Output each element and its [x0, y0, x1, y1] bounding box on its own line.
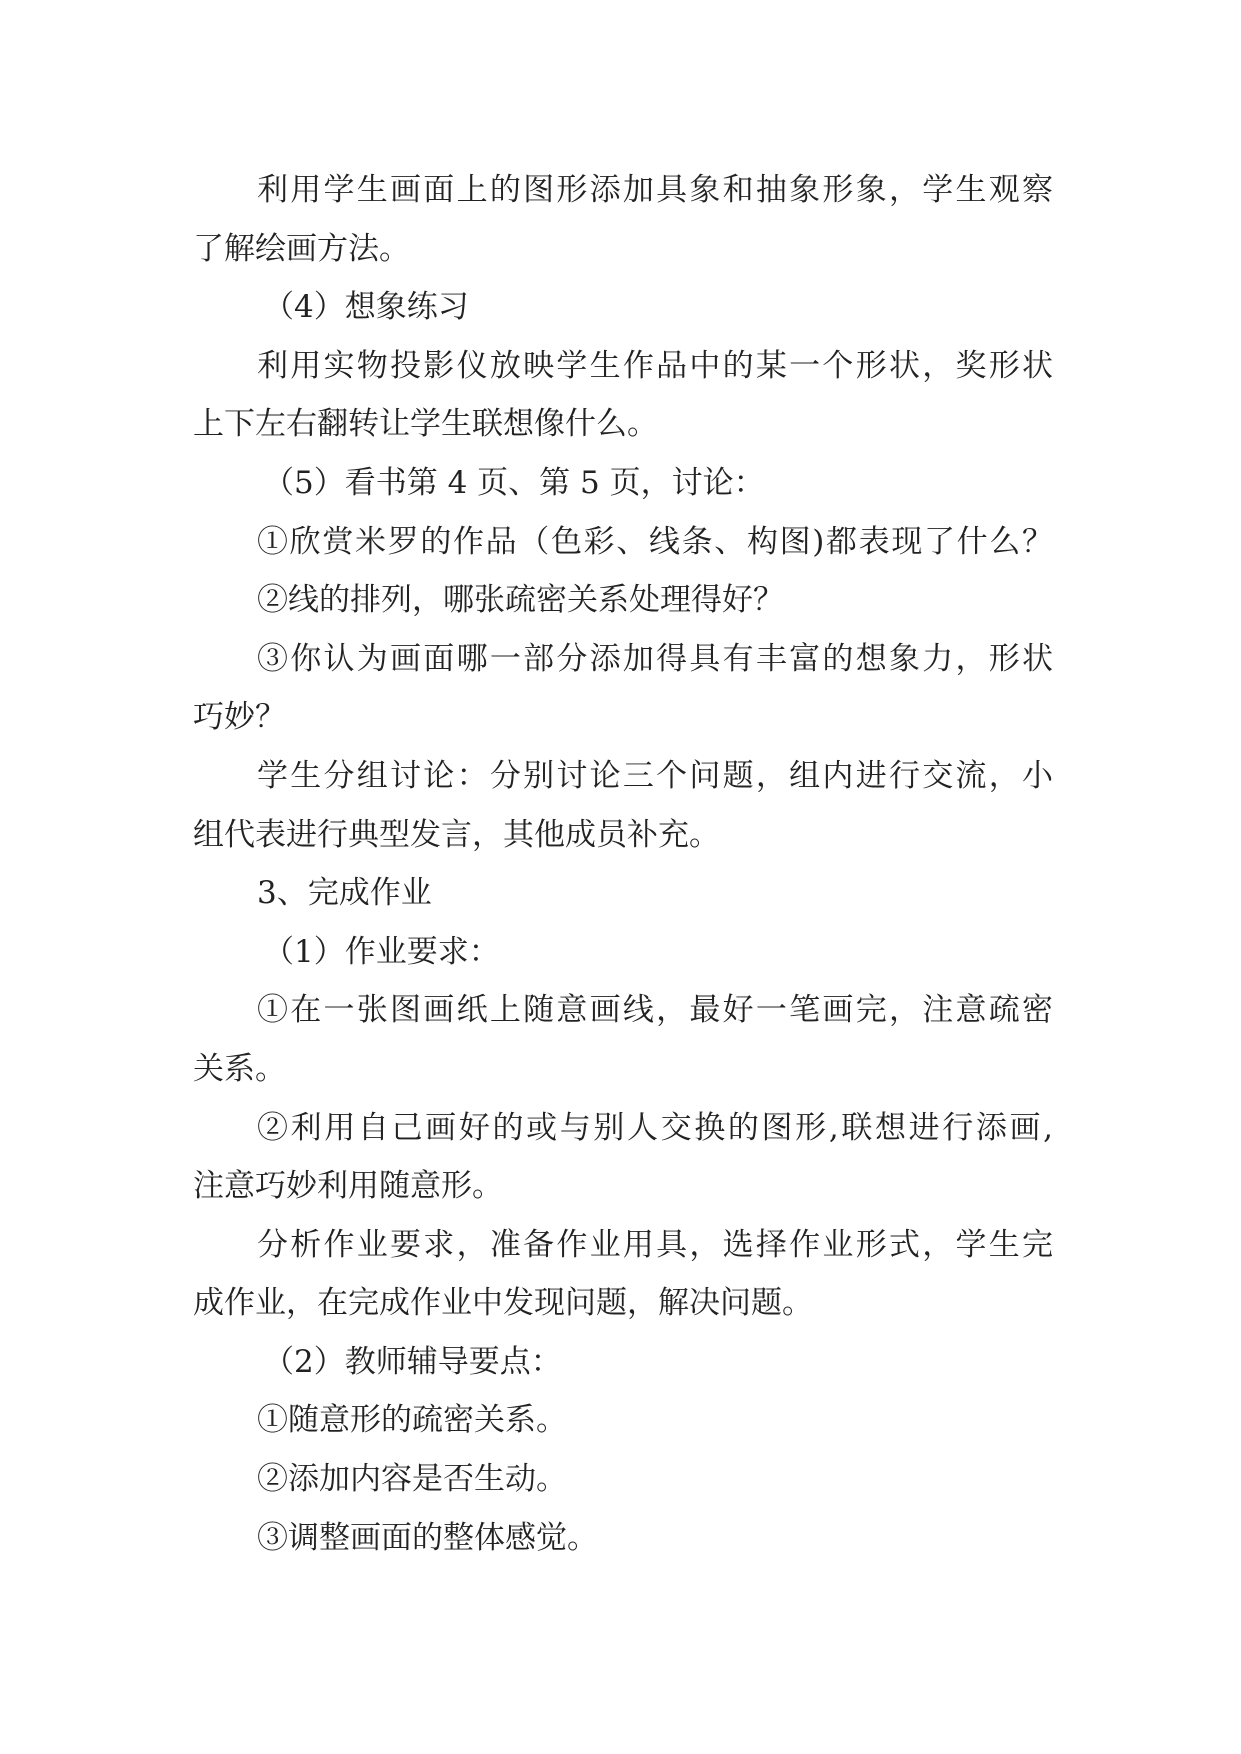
list-item-line: ③调整画面的整体感觉。: [257, 1519, 598, 1556]
list-item-line: ①随意形的疏密关系。: [257, 1402, 567, 1439]
paragraph-line: 了解绘画方法。: [193, 230, 410, 267]
list-item-line: 注意巧妙利用随意形。: [193, 1168, 503, 1205]
paragraph-line: 学生分组讨论：分别讨论三个问题，组内进行交流，小: [257, 757, 1053, 794]
subheading-line: （2）教师辅导要点：: [263, 1343, 562, 1380]
subheading-line: （1）作业要求：: [263, 933, 500, 970]
document-body: [193, 161, 1053, 1567]
paragraph-line: 成作业，在完成作业中发现问题，解决问题。: [193, 1285, 813, 1322]
list-item-line: ①欣赏米罗的作品（色彩、线条、构图)都表现了什么？: [257, 523, 1053, 560]
list-item-line: 巧妙？: [193, 699, 286, 736]
list-item-line: 关系。: [193, 1050, 286, 1087]
paragraph-line: 分析作业要求，准备作业用具，选择作业形式，学生完: [257, 1226, 1053, 1263]
subheading-line: （4）想象练习: [263, 289, 469, 326]
list-item-line: ③你认为画面哪一部分添加得具有丰富的想象力，形状: [257, 640, 1053, 677]
list-item-line: ①在一张图画纸上随意画线，最好一笔画完，注意疏密: [257, 992, 1053, 1029]
paragraph-line: 组代表进行典型发言，其他成员补充。: [193, 816, 720, 853]
list-item-line: ②添加内容是否生动。: [257, 1461, 567, 1498]
list-item-line: ②利用自己画好的或与别人交换的图形,联想进行添画,: [257, 1109, 1053, 1146]
paragraph-line: 上下左右翻转让学生联想像什么。: [193, 406, 658, 443]
paragraph-line: 利用学生画面上的图形添加具象和抽象形象，学生观察: [257, 172, 1053, 208]
subheading-line: （5）看书第 4 页、第 5 页，讨论：: [263, 464, 765, 501]
paragraph-line: 利用实物投影仪放映学生作品中的某一个形状，奖形状: [257, 347, 1053, 384]
list-item-line: ②线的排列，哪张疏密关系处理得好？: [257, 582, 784, 619]
section-heading-line: 3、完成作业: [257, 875, 432, 912]
